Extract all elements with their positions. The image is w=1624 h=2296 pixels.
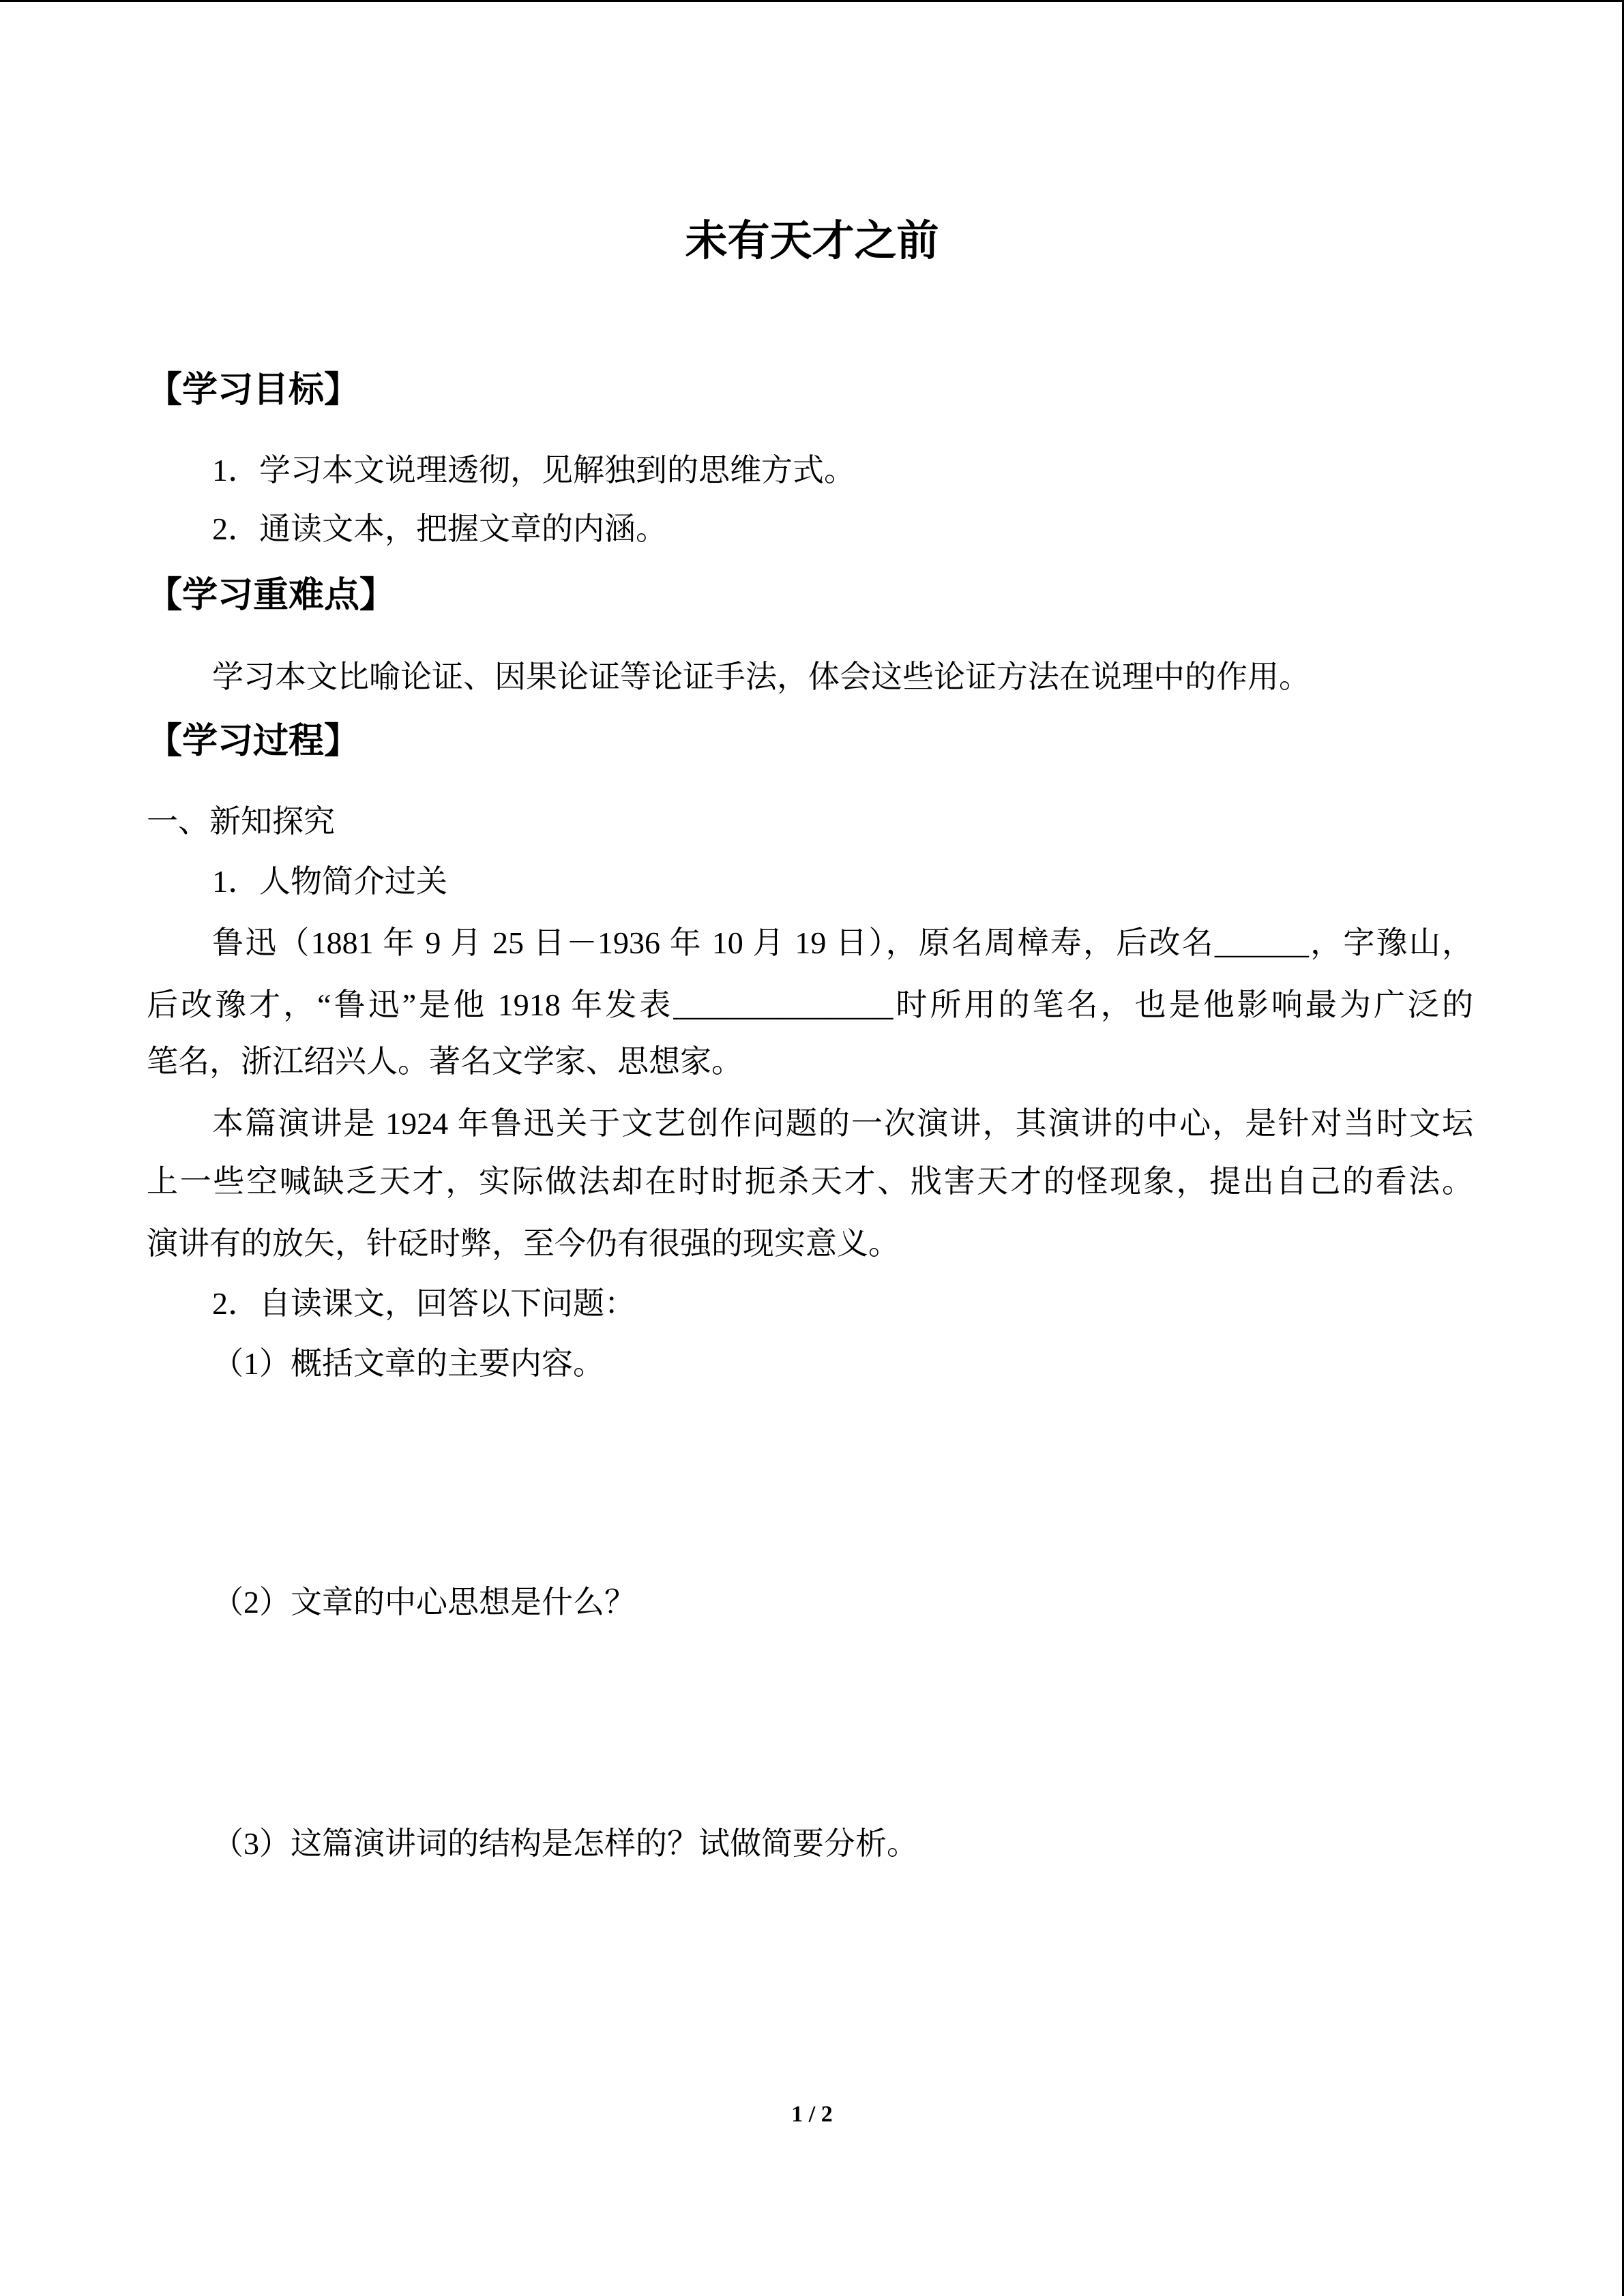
- key-points-text: 学习本文比喻论证、因果论证等论证手法，体会这些论证方法在说理中的作用。: [212, 659, 1310, 694]
- background-line: 演讲有的放矢，针砭时弊，至今仍有很强的现实意义。: [147, 1226, 900, 1261]
- objective-item: 2．通读文本，把握文章的内涵。: [212, 511, 667, 546]
- question-item: （1）概括文章的主要内容。: [212, 1346, 604, 1381]
- intro-line: 鲁迅（1881 年 9 月 25 日－1936 年 10 月 19 日），原名周樟寿，后改名______，字豫山，: [212, 925, 1474, 960]
- question-item: （2）文章的中心思想是什么？: [212, 1585, 636, 1620]
- intro-line: 笔名，浙江绍兴人。著名文学家、思想家。: [147, 1044, 743, 1079]
- background-line: 上一些空喊缺乏天才，实际做法却在时时扼杀天才、戕害天才的怪现象，提出自己的看法。: [147, 1164, 1473, 1199]
- document-title: 未有天才之前: [685, 215, 939, 265]
- step-title: 2．自读课文，回答以下问题：: [212, 1286, 636, 1321]
- section-heading-key-points: 【学习重难点】: [147, 575, 396, 616]
- part-title: 一、新知探究: [147, 804, 335, 839]
- section-heading-process: 【学习过程】: [147, 721, 360, 762]
- section-heading-objectives: 【学习目标】: [147, 370, 360, 411]
- objective-item: 1．学习本文说理透彻，见解独到的思维方式。: [212, 453, 855, 488]
- page-number: 1 / 2: [791, 2102, 833, 2127]
- intro-line: 后改豫才，“鲁迅”是他 1918 年发表______________时所用的笔名，也是他影响最为广泛的: [147, 987, 1473, 1022]
- step-title: 1．人物简介过关: [212, 864, 447, 899]
- question-item: （3）这篇演讲词的结构是怎样的？试做简要分析。: [212, 1826, 918, 1861]
- background-line: 本篇演讲是 1924 年鲁迅关于文艺创作问题的一次演讲，其演讲的中心，是针对当时文坛: [212, 1106, 1473, 1141]
